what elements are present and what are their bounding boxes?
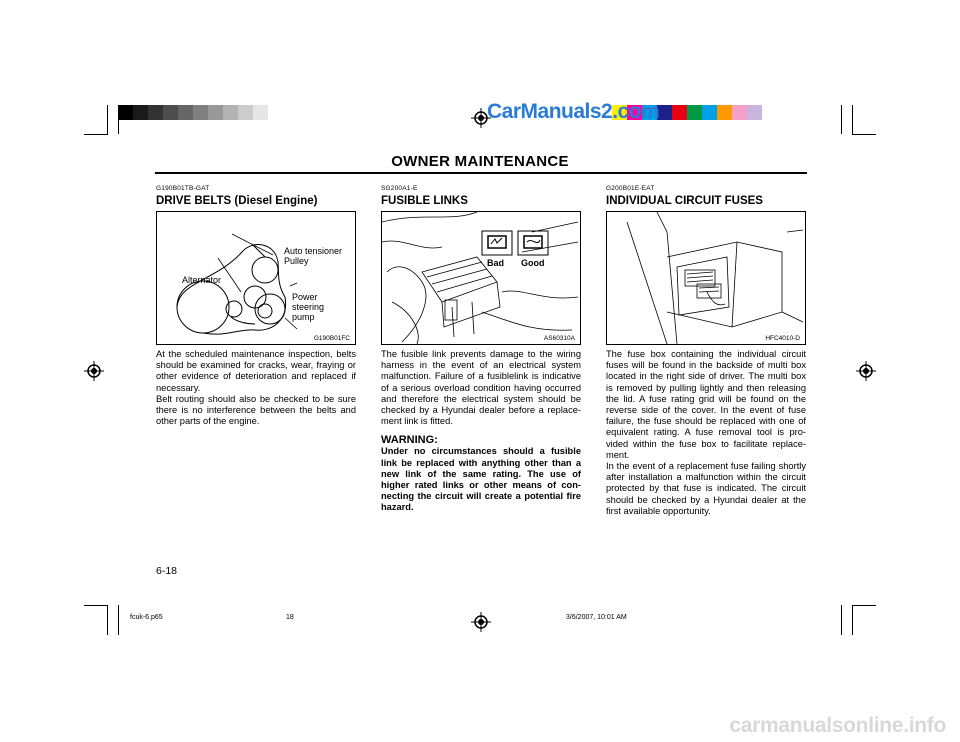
section-code: G190B01TB-GAT xyxy=(156,185,210,192)
figure-code: G190B01FC xyxy=(313,335,350,342)
calibration-swatch xyxy=(178,105,193,120)
fusible-link-diagram xyxy=(381,211,581,345)
section-drive-belts xyxy=(156,185,356,427)
registration-mark-icon xyxy=(84,361,104,381)
calibration-swatch xyxy=(762,105,777,120)
calibration-swatch xyxy=(133,105,148,120)
calibration-swatch xyxy=(253,105,268,120)
section-body xyxy=(156,349,356,427)
crop-mark xyxy=(852,605,876,606)
calibration-swatch xyxy=(163,105,178,120)
crop-mark xyxy=(107,105,108,134)
crop-mark xyxy=(852,605,853,635)
page-title: OWNER MAINTENANCE xyxy=(391,153,569,170)
calibration-swatch xyxy=(223,105,238,120)
registration-mark-icon xyxy=(856,361,876,381)
calibration-swatch xyxy=(148,105,163,120)
section-body xyxy=(606,349,806,517)
site-watermark[interactable]: carmanualsonline.info xyxy=(729,714,946,737)
label-power-steering: Power steering pump xyxy=(292,292,325,322)
crop-mark xyxy=(852,134,876,135)
calibration-swatch xyxy=(702,105,717,120)
label-bad: Bad xyxy=(487,258,505,268)
section-body xyxy=(381,349,581,427)
section-circuit-fuses xyxy=(606,185,806,517)
calibration-swatch xyxy=(732,105,747,120)
figure-code: HFC4010-D xyxy=(765,335,800,342)
label-alternator: Alternator xyxy=(182,275,222,285)
engine-bay-illustration xyxy=(382,212,580,344)
calibration-swatch xyxy=(193,105,208,120)
paragraph: The fuse box containing the individual circuit fuses will be found in the backside of multi box located in the right side of driver. The multi box is removed by pulling lightly and then releasing the lid. A fuse rating grid will be found on the reverse side of the cover. In the event of fuse failure, the fuse should be replaced with one of equivalent rating. A fuse removal tool is pro-vided within the fuse box to facilitate replace-ment. xyxy=(606,349,806,460)
carmanuals-watermark[interactable]: CarManuals2.com xyxy=(487,100,660,123)
multi-box-illustration xyxy=(607,212,805,344)
footer-page: 18 xyxy=(286,614,294,621)
title-rule xyxy=(155,172,807,174)
crop-mark xyxy=(84,134,108,135)
section-heading: INDIVIDUAL CIRCUIT FUSES xyxy=(606,195,763,207)
page-number: 6-18 xyxy=(156,565,178,577)
crop-mark xyxy=(118,605,119,635)
crop-mark xyxy=(84,605,108,606)
footer-file: fcuk-6.p65 xyxy=(130,614,163,621)
calibration-swatch xyxy=(238,105,253,120)
label-auto-tensioner: Auto tensioner Pulley xyxy=(284,246,343,266)
calibration-swatch xyxy=(268,105,283,120)
section-heading: FUSIBLE LINKS xyxy=(381,195,468,207)
label-good: Good xyxy=(521,258,545,268)
calibration-swatch xyxy=(717,105,732,120)
paragraph: Belt routing should also be checked to be sure there is no interference between the belts and other parts of the engine. xyxy=(156,393,356,427)
section-code: SG200A1-E xyxy=(381,185,418,192)
section-fusible-links xyxy=(381,185,581,514)
calibration-swatch xyxy=(672,105,687,120)
gray-calibration-bar xyxy=(118,105,283,120)
calibration-swatch xyxy=(747,105,762,120)
calibration-swatch xyxy=(687,105,702,120)
section-heading: DRIVE BELTS (Diesel Engine) xyxy=(156,195,318,207)
crop-mark xyxy=(852,105,853,134)
crop-mark xyxy=(841,605,842,635)
calibration-swatch xyxy=(118,105,133,120)
crop-mark xyxy=(107,605,108,635)
crop-mark xyxy=(118,105,119,134)
calibration-swatch xyxy=(208,105,223,120)
footer-datetime: 3/6/2007, 10:01 AM xyxy=(566,614,627,621)
drive-belt-diagram xyxy=(156,211,356,345)
registration-mark-icon xyxy=(471,612,491,632)
paragraph: At the scheduled maintenance inspection, belts should be examined for cracks, wear, fraying or other evidence of deterioration and replaced if necessary. xyxy=(156,349,356,393)
section-code: G200B01E-EAT xyxy=(606,185,655,192)
warning-text: Under no circumstances should a fusible link be replaced with anything other than a new link of the same rating. The use of higher rated links or other means of con-necting the circuit will create a potential fire hazard. xyxy=(381,446,581,513)
fuse-box-diagram xyxy=(606,211,806,345)
calibration-swatch xyxy=(657,105,672,120)
paragraph: The fusible link prevents damage to the wiring harness in the event of an electrical system malfunction. Failure of a fusiblelink is indicative of a serious overload condition having occurred and therefore the electrical system should be checked by a Hyundai dealer before a replace-ment link is fitted. xyxy=(381,349,581,427)
warning-title: WARNING: xyxy=(381,434,438,447)
paragraph: In the event of a replacement fuse failing shortly after installation a malfunction within the circuit protected by that fuse is indicated. The circuit should be checked by a Hyundai dealer at the first available opportunity. xyxy=(606,461,806,516)
crop-mark xyxy=(841,105,842,134)
figure-code: AS60310A xyxy=(543,335,575,342)
